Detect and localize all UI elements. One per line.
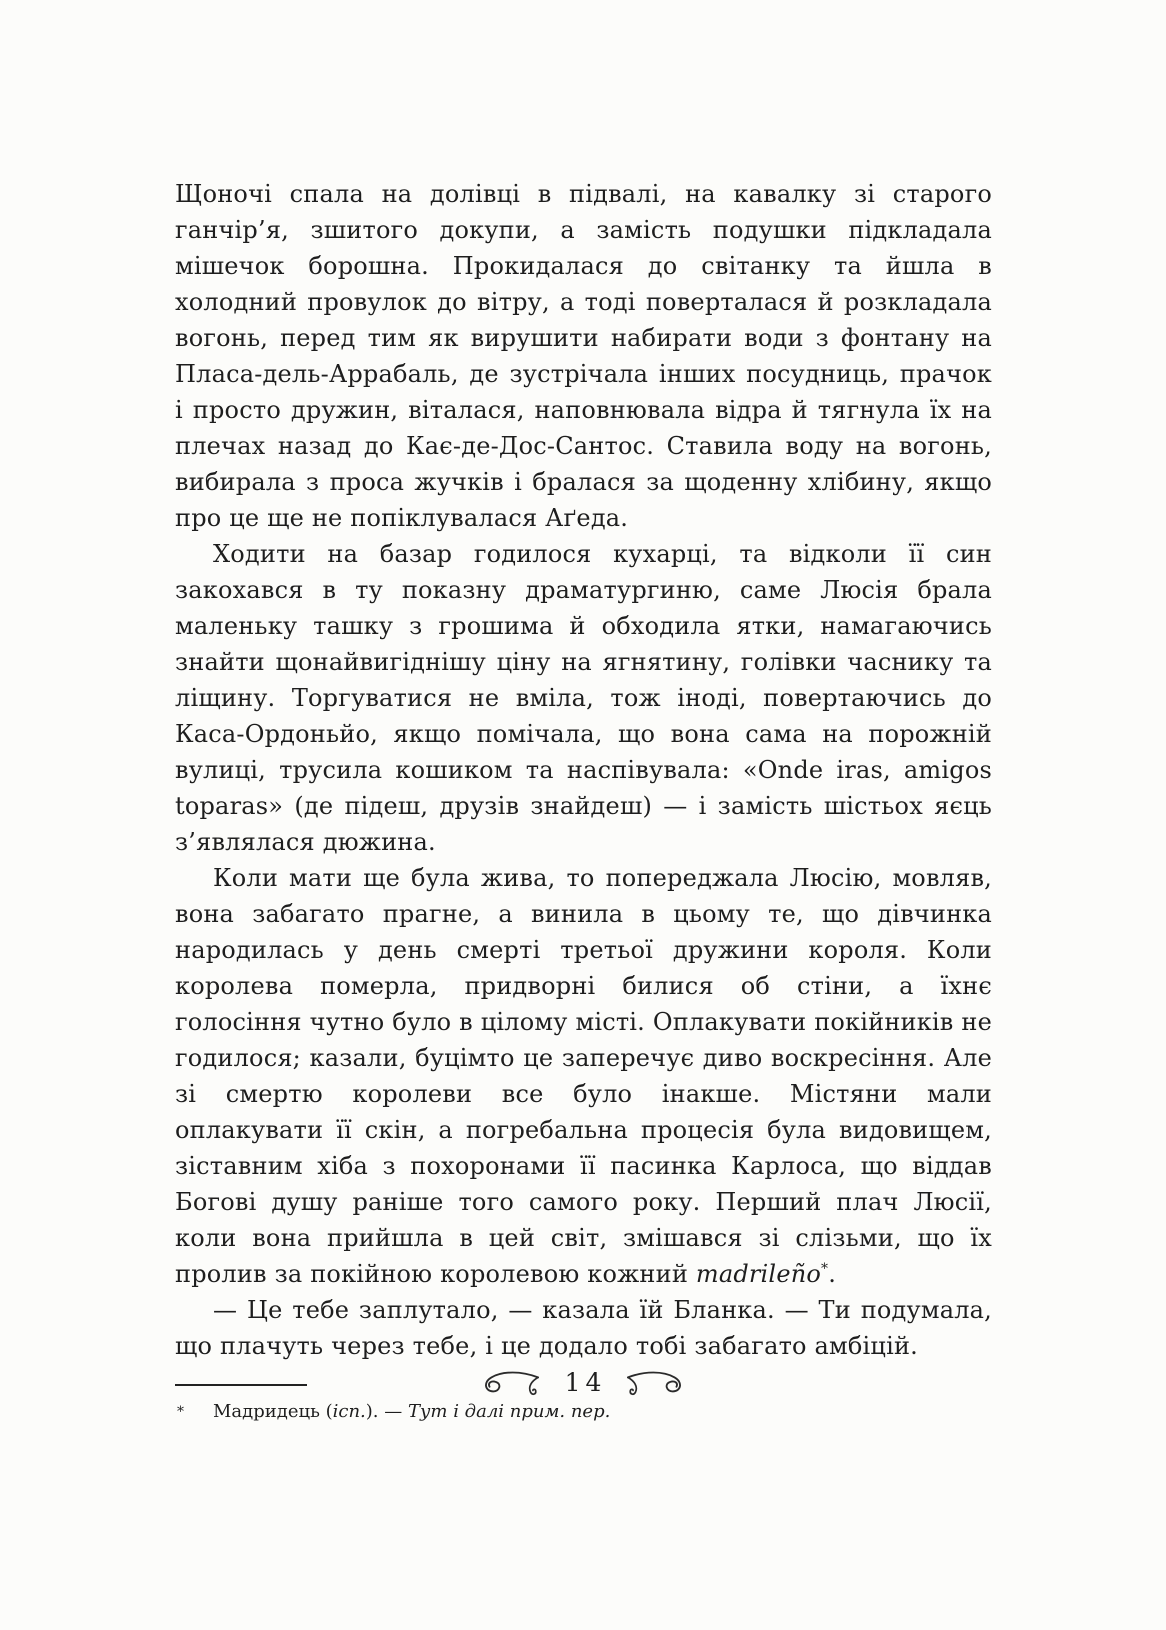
page-number: 14 xyxy=(564,1368,607,1397)
foreign-term: madrileño xyxy=(695,1260,822,1288)
footnote-lead: Мадридець ( xyxy=(213,1401,333,1422)
paragraph-4: — Це тебе заплутало, — казала їй Бланка. — Ти подумала, що плачуть через тебе, і це додало тобі забагато амбіцій. xyxy=(175,1296,992,1360)
page-footer xyxy=(0,1368,1166,1397)
footnote-note: Тут і далі прим. пер. xyxy=(407,1401,611,1422)
footnote-mid: ). — xyxy=(365,1401,408,1422)
footnote-reference: * xyxy=(821,1261,829,1277)
flourish-right-icon xyxy=(622,1369,688,1397)
paragraph-1: Щоночі спала на долівці в підвалі, на кавалку зі старого ганчір’я, зшитого докупи, а замість подушки підкладала мішечок борошна. Прокидалася до світанку та йшла в холодний провулок до вітру, а тоді поверталася й розкладала вогонь, перед тим як вирушити набирати води з фонтану на Пласа-дель-Аррабаль, де зустрічала інших посудниць, прачок і просто дружин, віталася, наповнювала відра й тягнула їх на плечах назад до Кає-де-Дос-Сантос. Ставила воду на вогонь, вибирала з проса жучків і бралася за щоденну хлібину, якщо про це ще не попіклувалася Аґеда. xyxy=(175,180,992,532)
footnote xyxy=(175,1400,992,1424)
paragraph-3-tail: . xyxy=(828,1260,837,1288)
paragraph-2: Ходити на базар годилося кухарці, та відколи її син закохався в ту показну драматургиню, саме Люсія брала маленьку ташку з грошима й обходила ятки, намагаючись знайти щонайвигіднішу ціну на ягнятину, голівки часнику та ліщину. Торгуватися не вміла, тож іноді, повертаючись до Каса-Ордоньйо, якщо помічала, що вона сама на порожній вулиці, трусила кошиком та наспівувала: «Onde iras, amigos toparas» (де підеш, друзів знайдеш) — і замість шістьох яєць з’являлася дюжина. xyxy=(175,540,992,856)
flourish-left-icon xyxy=(478,1369,544,1397)
paragraph-3-lead: Коли мати ще була жива, то попереджала Люсію, мовляв, вона забагато прагне, а винила в цьому те, що дівчинка народилась у день смерті третьої дружини короля. Коли королева померла, придворні билися об стіни, а їхнє голосіння чутно було в цілому місті. Оплакувати покійників не годилося; казали, буцімто це заперечує диво воскресіння. Але зі смертю королеви все було інакше. Містяни мали оплакувати її скін, а погребальна процесія була видовищем, зіставним хіба з похоронами її пасинка Карлоса, що віддав Богові душу раніше того самого року. Перший плач Люсії, коли вона прийшла в цей світ, змішався зі слізьми, що їх пролив за покійною королевою кожний xyxy=(175,864,992,1288)
footnote-language: ісп. xyxy=(332,1401,366,1422)
paragraph-3 xyxy=(175,860,992,1292)
footnote-marker: * xyxy=(177,1404,184,1420)
page-body xyxy=(175,176,992,1364)
footnote-text xyxy=(213,1401,610,1422)
